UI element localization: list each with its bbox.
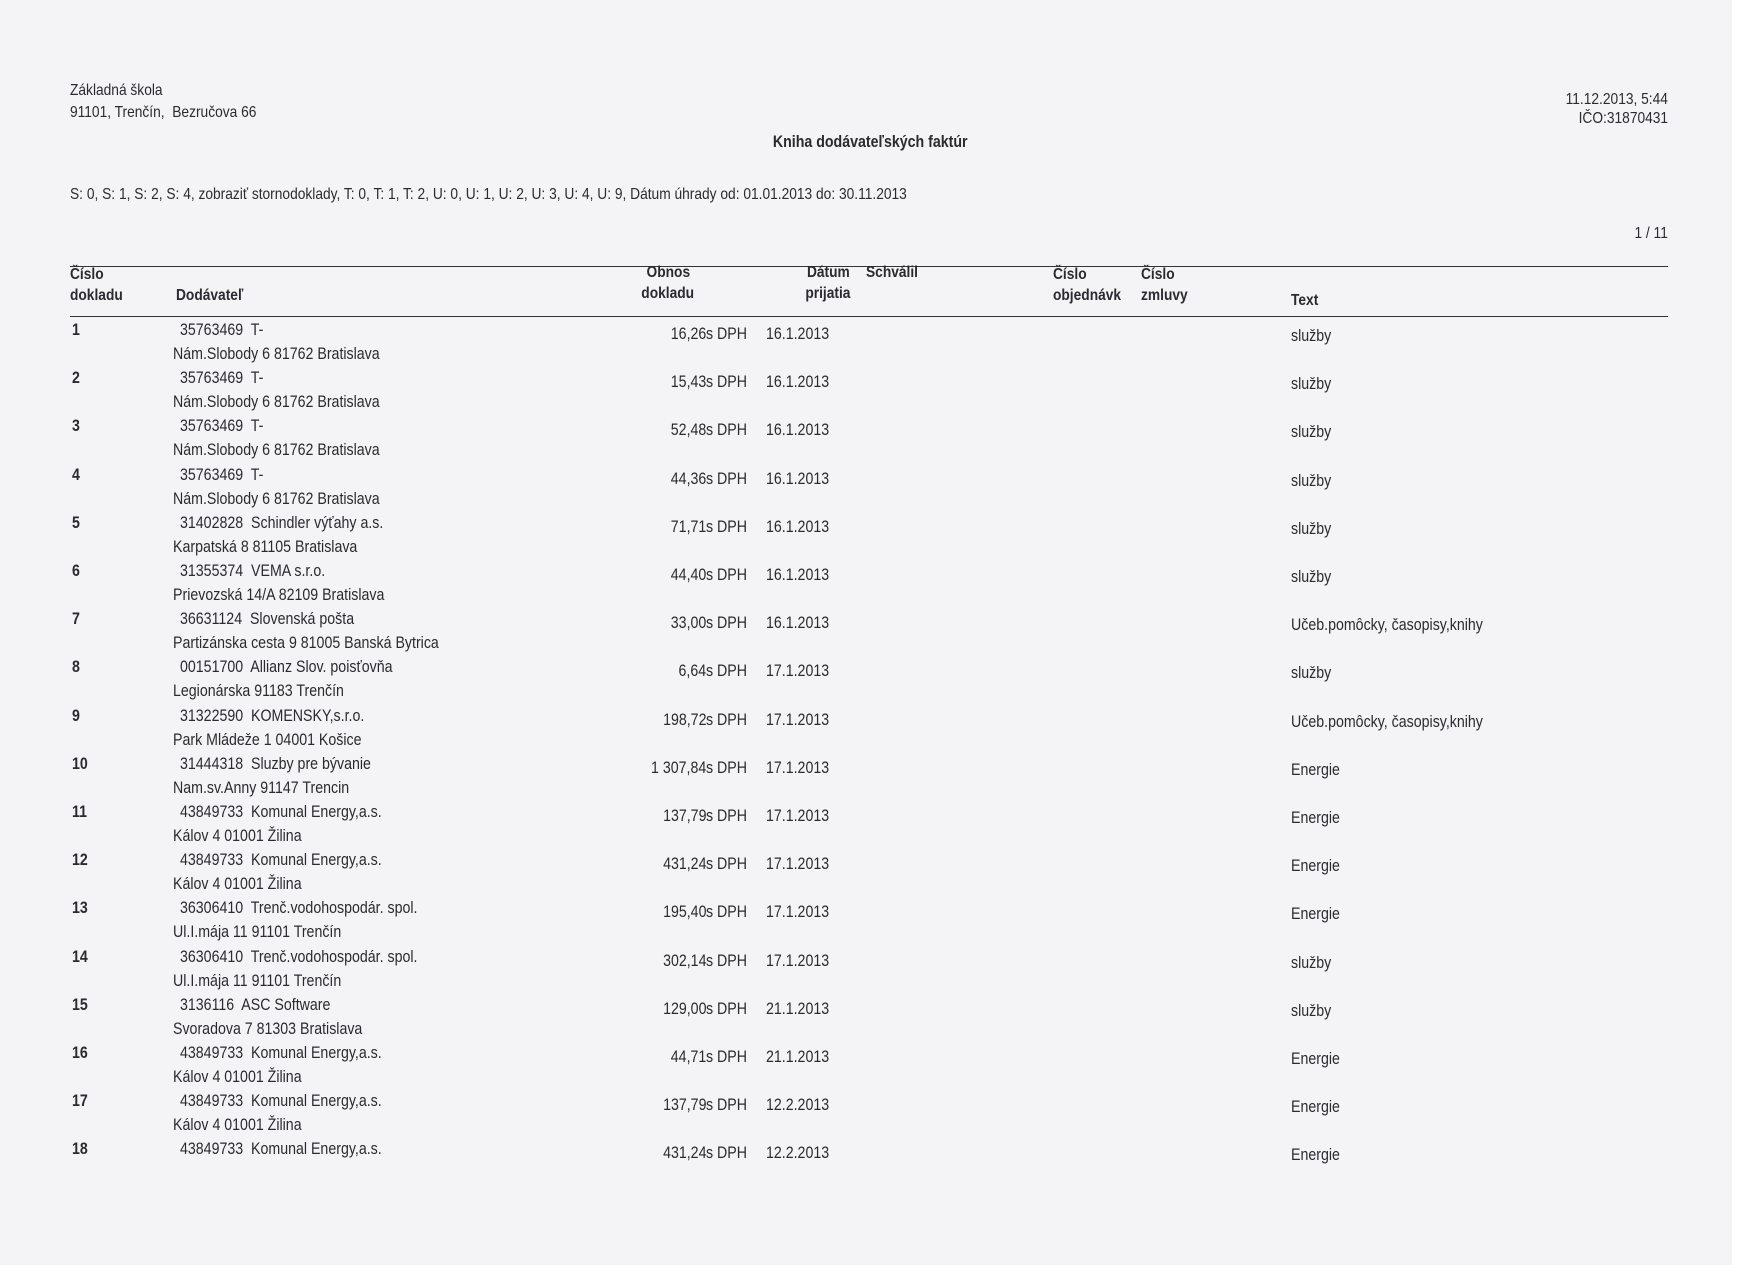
vat-flag: s DPH [706, 469, 747, 488]
supplier-name: 43849733 Komunal Energy,a.s. [180, 1044, 382, 1062]
doc-number: 10 [72, 754, 88, 773]
table-row [0, 366, 1750, 414]
table-row [0, 655, 1750, 703]
amount: 137,79 [662, 807, 706, 825]
invoice-text: služby [1291, 664, 1332, 683]
amount: 198,72 [662, 710, 706, 729]
doc-number: 16 [72, 1044, 88, 1062]
received-date: 16.1.2013 [766, 566, 830, 584]
supplier-address: Svoradova 7 81303 Bratislava [173, 1019, 363, 1038]
table-row [0, 896, 1750, 944]
vat-flag: s DPH [706, 1048, 747, 1066]
table-row [0, 414, 1750, 462]
invoice-text: Energie [1291, 857, 1340, 876]
organization-block [70, 80, 287, 124]
amount: 302,14 [662, 951, 706, 970]
supplier-address: Kálov 4 01001 Žilina [173, 827, 302, 845]
supplier-address: Partizánska cesta 9 81005 Banská Bytrica [173, 634, 439, 653]
invoice-text: Učeb.pomôcky, časopisy,knihy [1291, 616, 1483, 635]
received-date: 16.1.2013 [766, 421, 830, 440]
organization-address: 91101, Trenčín, Bezručova 66 [70, 104, 257, 121]
invoice-text: Energie [1291, 1050, 1340, 1068]
invoice-text: Energie [1291, 760, 1340, 779]
received-date: 17.1.2013 [766, 951, 830, 970]
doc-number: 17 [72, 1092, 88, 1111]
vat-flag: s DPH [706, 517, 747, 536]
vat-flag: s DPH [706, 855, 747, 874]
amount: 431,24 [662, 1144, 706, 1163]
table-row [0, 848, 1750, 896]
received-date: 17.1.2013 [766, 662, 830, 681]
supplier-name: 36631124 Slovenská pošta [180, 610, 355, 629]
vat-flag: s DPH [706, 662, 747, 681]
vat-flag: s DPH [706, 614, 747, 633]
column-header-approved: Schválil [866, 264, 919, 281]
table-row [0, 559, 1750, 607]
doc-number: 7 [72, 610, 80, 629]
column-header-supplier: Dodávateľ [176, 287, 244, 304]
column-header-amount: Obnos dokladu [641, 264, 695, 302]
doc-number: 4 [72, 465, 80, 484]
doc-number: 5 [72, 513, 80, 532]
amount: 33,00 [670, 614, 706, 633]
invoice-text: služby [1291, 375, 1332, 394]
doc-number: 15 [72, 995, 88, 1014]
vat-flag: s DPH [706, 1096, 747, 1115]
table-row [0, 1137, 1750, 1185]
invoice-text: služby [1291, 327, 1332, 345]
table-row [0, 511, 1750, 559]
invoice-text: Energie [1291, 809, 1340, 827]
vat-flag: s DPH [706, 807, 747, 825]
vat-flag: s DPH [706, 951, 747, 970]
invoice-text: Učeb.pomôcky, časopisy,knihy [1291, 712, 1483, 731]
column-header-order-no: Číslo objednávk [1053, 266, 1122, 304]
doc-number: 11 [72, 803, 88, 821]
table-row [0, 318, 1750, 366]
supplier-name: 43849733 Komunal Energy,a.s. [180, 803, 382, 821]
amount: 129,00 [662, 999, 706, 1018]
organization-ico: IČO:31870431 [1578, 110, 1668, 127]
supplier-name: 31322590 KOMENSKY,s.r.o. [180, 706, 365, 725]
doc-number: 1 [72, 321, 80, 339]
received-date: 21.1.2013 [766, 999, 830, 1018]
amount: 52,48 [670, 421, 706, 440]
amount: 6,64 [678, 662, 706, 681]
invoice-text: služby [1291, 471, 1332, 490]
doc-number: 18 [72, 1140, 88, 1159]
supplier-address: Nam.sv.Anny 91147 Trencin [173, 778, 350, 797]
doc-number: 14 [72, 947, 88, 966]
received-date: 12.2.2013 [766, 1096, 830, 1115]
table-row [0, 1041, 1750, 1089]
doc-number: 12 [72, 851, 88, 870]
supplier-address: Park Mládeže 1 04001 Košice [173, 730, 362, 749]
vat-flag: s DPH [706, 566, 747, 584]
table-row [0, 704, 1750, 752]
amount: 1 307,84 [650, 758, 706, 777]
supplier-name: 35763469 T- [180, 417, 264, 436]
invoice-text: služby [1291, 519, 1332, 538]
received-date: 17.1.2013 [766, 807, 830, 825]
received-date: 16.1.2013 [766, 469, 830, 488]
invoice-text: služby [1291, 1001, 1332, 1020]
table-row [0, 607, 1750, 655]
invoice-text: služby [1291, 568, 1332, 586]
supplier-name: 43849733 Komunal Energy,a.s. [180, 1140, 382, 1159]
supplier-name: 36306410 Trenč.vodohospodár. spol. [180, 899, 418, 918]
supplier-address: Kálov 4 01001 Žilina [173, 1116, 302, 1135]
supplier-address: Ul.I.mája 11 91101 Trenčín [173, 923, 342, 942]
amount: 195,40 [662, 903, 706, 922]
column-header-received-date: Dátum prijatia [804, 264, 850, 302]
supplier-name: 00151700 Allianz Slov. poisťovňa [180, 658, 393, 677]
supplier-address: Ul.I.mája 11 91101 Trenčín [173, 971, 342, 990]
doc-number: 13 [72, 899, 88, 918]
table-row [0, 1089, 1750, 1137]
amount: 44,36 [670, 469, 706, 488]
column-header-contract-no: Číslo zmluvy [1141, 266, 1188, 304]
supplier-address: Nám.Slobody 6 81762 Bratislava [173, 441, 380, 460]
table-row [0, 800, 1750, 848]
received-date: 16.1.2013 [766, 517, 830, 536]
table-header-bottom-rule [70, 316, 1668, 317]
supplier-address: Karpatská 8 81105 Bratislava [173, 537, 358, 556]
received-date: 16.1.2013 [766, 325, 830, 343]
supplier-name: 31444318 Sluzby pre bývanie [180, 754, 371, 773]
invoice-text: služby [1291, 953, 1332, 972]
supplier-name: 36306410 Trenč.vodohospodár. spol. [180, 947, 418, 966]
amount: 44,40 [670, 566, 706, 584]
received-date: 12.2.2013 [766, 1144, 830, 1163]
supplier-address: Prievozská 14/A 82109 Bratislava [173, 586, 385, 604]
supplier-name: 43849733 Komunal Energy,a.s. [180, 851, 382, 870]
supplier-address: Nám.Slobody 6 81762 Bratislava [173, 489, 380, 508]
page-bottom-edge [0, 1265, 1750, 1275]
amount: 44,71 [670, 1048, 706, 1066]
supplier-address: Nám.Slobody 6 81762 Bratislava [173, 345, 380, 363]
vat-flag: s DPH [706, 421, 747, 440]
received-date: 21.1.2013 [766, 1048, 830, 1066]
vat-flag: s DPH [706, 373, 747, 392]
organization-name: Základná škola [70, 82, 163, 99]
doc-number: 6 [72, 562, 80, 580]
vat-flag: s DPH [706, 903, 747, 922]
doc-number: 8 [72, 658, 80, 677]
received-date: 17.1.2013 [766, 710, 830, 729]
vat-flag: s DPH [706, 325, 747, 343]
doc-number: 3 [72, 417, 80, 436]
table-row [0, 993, 1750, 1041]
invoice-text: Energie [1291, 1098, 1340, 1117]
vat-flag: s DPH [706, 710, 747, 729]
print-datetime: 11.12.2013, 5:44 [1565, 91, 1668, 108]
invoice-text: Energie [1291, 905, 1340, 924]
vat-flag: s DPH [706, 1144, 747, 1163]
supplier-name: 43849733 Komunal Energy,a.s. [180, 1092, 382, 1111]
vat-flag: s DPH [706, 999, 747, 1018]
invoice-text: Energie [1291, 1146, 1340, 1165]
document-title: Kniha dodávateľských faktúr [772, 133, 968, 151]
amount: 16,26 [670, 325, 706, 343]
received-date: 17.1.2013 [766, 855, 830, 874]
received-date: 17.1.2013 [766, 758, 830, 777]
vat-flag: s DPH [706, 758, 747, 777]
page-number: 1 / 11 [1634, 225, 1668, 242]
received-date: 16.1.2013 [766, 614, 830, 633]
doc-number: 9 [72, 706, 80, 725]
print-info-block [1549, 90, 1668, 128]
doc-number: 2 [72, 369, 80, 388]
supplier-name: 35763469 T- [180, 369, 264, 388]
table-row [0, 945, 1750, 993]
table-row [0, 463, 1750, 511]
supplier-name: 31402828 Schindler výťahy a.s. [180, 513, 384, 532]
supplier-name: 35763469 T- [180, 321, 264, 339]
column-header-doc-no: Číslo dokladu [70, 266, 123, 304]
received-date: 16.1.2013 [766, 373, 830, 392]
amount: 15,43 [670, 373, 706, 392]
supplier-address: Legionárska 91183 Trenčín [173, 682, 344, 701]
table-row [0, 752, 1750, 800]
amount: 137,79 [662, 1096, 706, 1115]
column-header-text: Text [1291, 292, 1319, 309]
supplier-name: 3136116 ASC Software [180, 995, 331, 1014]
received-date: 17.1.2013 [766, 903, 830, 922]
supplier-address: Nám.Slobody 6 81762 Bratislava [173, 393, 380, 412]
supplier-name: 35763469 T- [180, 465, 264, 484]
supplier-name: 31355374 VEMA s.r.o. [180, 562, 326, 580]
supplier-address: Kálov 4 01001 Žilina [173, 875, 302, 894]
amount: 431,24 [662, 855, 706, 874]
amount: 71,71 [670, 517, 706, 536]
invoice-text: služby [1291, 423, 1332, 442]
filter-criteria: S: 0, S: 1, S: 2, S: 4, zobraziť stornodoklady, T: 0, T: 1, T: 2, U: 0, U: 1, U: 2, U: 3, U: 4, U: 9, Dátum úhrady od: 01.01.2013 do: 30.11.2013 [70, 186, 907, 203]
supplier-address: Kálov 4 01001 Žilina [173, 1068, 302, 1086]
